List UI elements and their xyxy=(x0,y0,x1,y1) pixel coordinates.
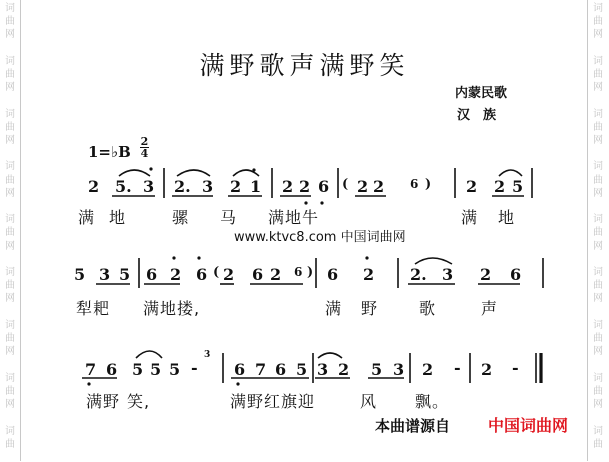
credit-genre: 内蒙民歌 xyxy=(455,86,508,101)
octave-dot xyxy=(197,256,200,259)
note: 2 xyxy=(338,360,350,379)
note: 7 xyxy=(85,360,97,379)
note: 3 xyxy=(317,360,329,379)
note: 5 xyxy=(119,265,131,284)
song-title: 满野歌声满野笑 xyxy=(199,51,410,80)
lyric: 骡 xyxy=(172,208,190,227)
note: 2 xyxy=(480,265,492,284)
lyric: 满 xyxy=(78,208,96,227)
octave-dot xyxy=(236,382,239,385)
lyric: 风 xyxy=(360,392,378,411)
lyric: 马 xyxy=(220,208,238,227)
site-url-overlay: www.ktvc8.com 中国词曲网 xyxy=(234,230,406,245)
note: 2 xyxy=(466,177,478,196)
octave-dot xyxy=(149,167,152,170)
note: 5 xyxy=(169,360,181,379)
note: 5 xyxy=(371,360,383,379)
note: 6 xyxy=(146,265,158,284)
lyric: 满 xyxy=(325,299,343,318)
note: 6 xyxy=(196,265,208,284)
note: 2 xyxy=(363,265,375,284)
note: 5 xyxy=(132,360,144,379)
note: 7 xyxy=(255,360,267,379)
lyric: 笑, xyxy=(127,392,151,411)
slur xyxy=(119,170,150,176)
slur xyxy=(415,258,452,264)
octave-dot xyxy=(252,168,255,171)
dash: - xyxy=(512,358,519,377)
note: 2 xyxy=(230,177,242,196)
note: 5. xyxy=(115,177,132,196)
paren-open: ( xyxy=(342,177,349,192)
note: 2 xyxy=(170,265,182,284)
credit-ethnicity: 汉 族 xyxy=(457,108,497,123)
note: 2 xyxy=(494,177,506,196)
note: 6 xyxy=(234,360,246,379)
octave-dot xyxy=(87,382,90,385)
lyric: 声 xyxy=(481,299,499,318)
note: 6 xyxy=(327,265,339,284)
lyric: 满野红旗迎 xyxy=(230,392,316,411)
meter-bottom: 4 xyxy=(140,147,149,160)
note: 5 xyxy=(74,265,86,284)
octave-dot xyxy=(172,256,175,259)
source-credit-text: 本曲谱源自 xyxy=(375,417,451,435)
note: 2. xyxy=(174,177,191,196)
note: 6 xyxy=(510,265,522,284)
note: 2 xyxy=(299,177,311,196)
note: 3 xyxy=(442,265,454,284)
note: 5 xyxy=(512,177,524,196)
note: 2. xyxy=(410,265,427,284)
dash: - xyxy=(191,358,198,377)
lyric: 地 xyxy=(109,208,127,227)
lyric: 飘。 xyxy=(415,392,450,411)
octave-dot xyxy=(365,256,368,259)
note: 6 xyxy=(275,360,287,379)
slur xyxy=(136,351,162,358)
lyric: 满 xyxy=(461,208,479,227)
octave-dot xyxy=(320,201,323,204)
slur xyxy=(499,170,522,176)
note: 3 xyxy=(143,177,155,196)
meter-top: 2 xyxy=(140,135,149,148)
note: 1 xyxy=(250,177,262,196)
side-watermark-right: 词 曲 网 词 曲 网 词 曲 网 词 曲 网 词 曲 网 词 曲 网 词 曲 网 词 曲 网 词 曲 xyxy=(593,3,603,450)
dash: - xyxy=(454,358,461,377)
note: 5 xyxy=(150,360,162,379)
note: 2 xyxy=(88,177,100,196)
note: 2 xyxy=(422,360,434,379)
note: 6 xyxy=(294,265,303,279)
lyric: 地 xyxy=(498,208,516,227)
site-brand-link[interactable]: 中国词曲网 xyxy=(488,416,569,435)
note: 3 xyxy=(393,360,405,379)
lyric: 犁耙 xyxy=(76,299,111,318)
note: 6 xyxy=(318,177,330,196)
note: 2 xyxy=(223,265,235,284)
lyric: 满地搂, xyxy=(143,299,201,318)
octave-dot xyxy=(304,201,307,204)
note: 6 xyxy=(252,265,264,284)
paren-close: ) xyxy=(307,265,314,280)
lyric: 满野 xyxy=(86,392,121,411)
paren-open: ( xyxy=(213,265,220,280)
slur xyxy=(177,170,210,176)
lyric: 满地牛 xyxy=(268,208,320,227)
lyric: 野 xyxy=(361,299,379,318)
note: 6 xyxy=(410,177,419,191)
key-signature: 1=♭B xyxy=(88,143,131,161)
grace-note: 3 xyxy=(204,350,211,360)
paren-close: ) xyxy=(425,177,432,192)
note: 2 xyxy=(373,177,385,196)
note: 5 xyxy=(296,360,308,379)
note: 2 xyxy=(270,265,282,284)
note: 6 xyxy=(106,360,118,379)
slur xyxy=(318,353,342,358)
note: 2 xyxy=(282,177,294,196)
side-watermark-left: 词 曲 网 词 曲 网 词 曲 网 词 曲 网 词 曲 网 词 曲 网 词 曲 网 词 曲 网 词 曲 xyxy=(5,3,15,450)
note: 3 xyxy=(99,265,111,284)
note: 2 xyxy=(357,177,369,196)
note: 3 xyxy=(202,177,214,196)
lyric: 歌 xyxy=(419,299,437,318)
note: 2 xyxy=(481,360,493,379)
